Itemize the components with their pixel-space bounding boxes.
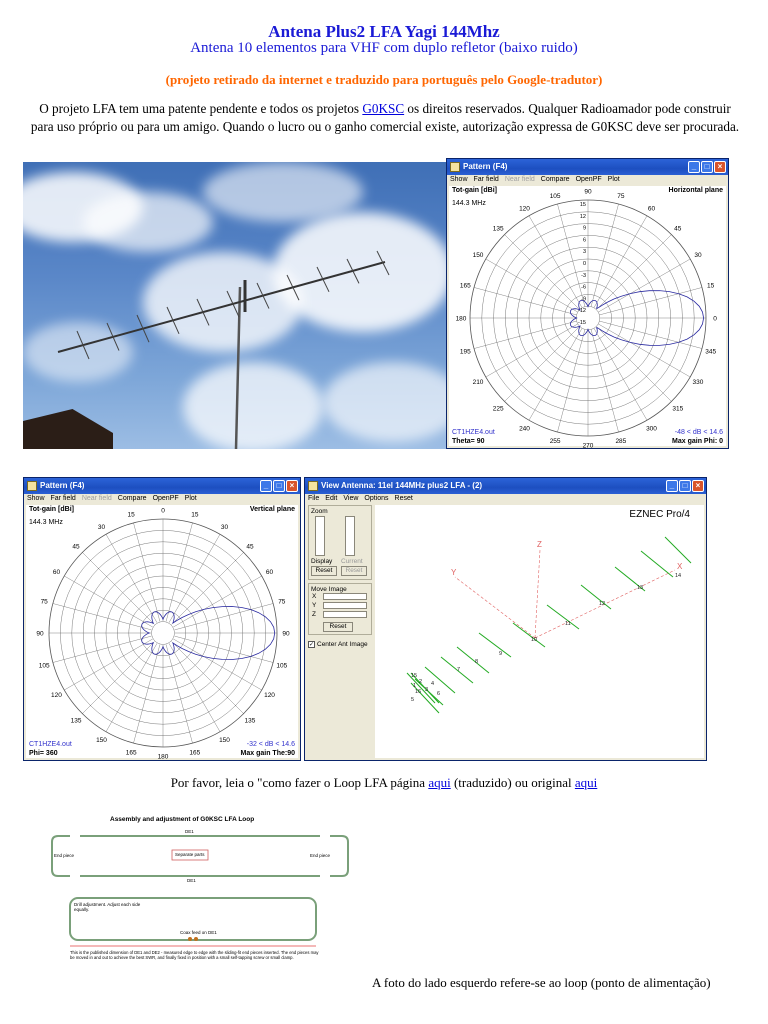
angle-tick-label: 300	[646, 425, 657, 433]
diagram-adjust-note: Drill adjustment. Adjust each side equally.	[74, 902, 141, 912]
element-number: 2	[419, 679, 423, 685]
app-icon	[27, 481, 37, 491]
angle-tick-label: 165	[189, 749, 201, 757]
element-number: 14	[675, 573, 682, 579]
grid-spoke	[591, 204, 618, 306]
antenna-element	[197, 299, 209, 325]
page-subtitle: Antena 10 elementos para VHF com duplo refletor (baixo ruido)	[190, 40, 578, 56]
app-icon	[308, 481, 318, 491]
center-ant-label: Center Ant Image	[317, 641, 368, 648]
polar-grid	[449, 186, 728, 450]
grid-spoke	[175, 636, 274, 662]
angle-tick-label: 15	[707, 282, 715, 290]
menu-view[interactable]: View	[343, 495, 359, 502]
window-title: Pattern (F4)	[40, 481, 85, 490]
grid-spoke	[591, 330, 618, 432]
close-icon[interactable]: ×	[286, 480, 298, 492]
angle-tick-label: 75	[40, 598, 48, 606]
diagram-separate-parts: Separate parts	[175, 852, 205, 857]
ring-label: 9	[582, 225, 586, 232]
menu-options[interactable]: Options	[364, 495, 389, 502]
antenna-element	[641, 551, 673, 577]
axis-label: Y	[451, 568, 457, 577]
element-number: 12	[599, 601, 606, 607]
maximize-icon[interactable]: □	[679, 480, 691, 492]
grid-spoke	[171, 641, 243, 713]
move-x-scroll[interactable]	[323, 593, 367, 600]
move-y-label: Y	[312, 602, 317, 609]
grid-spoke	[596, 326, 671, 401]
grid-spoke	[474, 321, 576, 348]
grid-spoke	[505, 235, 580, 310]
ring-label: -9	[581, 296, 586, 303]
angle-tick-label: 30	[220, 523, 229, 531]
diagram-end-left: End piece	[54, 853, 75, 858]
ring-label: -3	[581, 272, 586, 279]
angle-tick-label: 345	[705, 348, 717, 356]
zoom-group	[308, 505, 372, 580]
ring-label: 15	[579, 202, 586, 208]
polar-plot-vertical	[26, 505, 298, 761]
grid-spoke	[53, 636, 152, 662]
display-label: Display	[311, 558, 333, 565]
angle-tick-label: 240	[519, 425, 530, 433]
angle-tick-label: 120	[519, 205, 530, 213]
grid-spoke	[82, 552, 154, 624]
ring-label: 6	[582, 237, 586, 244]
zoom-reset-button[interactable]: Reset	[311, 566, 337, 576]
menu-near-field[interactable]: Near field	[81, 495, 112, 502]
angle-label: Theta= 90	[452, 438, 485, 445]
current-slider[interactable]	[345, 516, 355, 556]
ring-label: -6	[581, 284, 586, 291]
element-number: 3	[425, 687, 429, 693]
loop-assembly-diagram	[40, 806, 360, 976]
minimize-icon[interactable]: _	[260, 480, 272, 492]
window-title: View Antenna: 11el 144MHz plus2 LFA - (2)	[321, 481, 483, 490]
grid-spoke	[133, 645, 159, 744]
view-titlebar[interactable]	[305, 478, 706, 494]
antenna-element	[665, 537, 691, 563]
angle-tick-label: 135	[492, 225, 504, 233]
move-image-label: Move Image	[311, 586, 347, 593]
grid-spoke	[474, 287, 576, 314]
angle-tick-label: 45	[246, 543, 254, 551]
pattern-titlebar[interactable]	[447, 159, 728, 175]
menu-near-field[interactable]: Near field	[504, 176, 535, 183]
menu-reset[interactable]: Reset	[394, 495, 413, 502]
element-number: 10	[531, 637, 538, 643]
angle-tick-label: 60	[647, 205, 656, 213]
angle-tick-label: 30	[97, 523, 106, 531]
grid-spoke	[505, 326, 580, 401]
menu-bar	[447, 175, 728, 185]
view-controls	[308, 505, 372, 755]
move-z-label: Z	[312, 611, 316, 618]
angle-tick-label: 90	[282, 630, 290, 638]
angle-tick-label: 255	[549, 438, 561, 446]
file-label: CT1HZE4.out	[452, 429, 495, 436]
current-reset-button[interactable]: Reset	[341, 566, 367, 576]
axis-label: Z	[537, 540, 542, 549]
angle-label: Phi= 360	[29, 750, 58, 757]
app-icon	[450, 162, 460, 172]
menu-far-field[interactable]: Far field	[50, 495, 76, 502]
diagram-de1-bottom: DE1	[187, 878, 196, 883]
grid-spoke	[166, 645, 192, 744]
grid-spoke	[133, 523, 159, 622]
element-number: 16	[415, 689, 422, 695]
angle-tick-label: 195	[459, 348, 471, 356]
angle-tick-label: 30	[694, 252, 702, 259]
grid-spoke	[53, 603, 152, 629]
pattern-window-vertical[interactable]	[23, 477, 301, 761]
move-x-label: X	[312, 593, 317, 600]
diagram-bottom-note: This is the published dimension of DE1 and DE2 - measured edge to edge with the sliding-fit end pieces inserted. The end pieces may be moved in and out to achieve the best SWR, and finally fixed in position with a small self-tapping screw or small clamp.	[70, 950, 319, 960]
minimize-icon[interactable]: _	[666, 480, 678, 492]
angle-tick-label: 270	[582, 442, 594, 450]
current-label: Current	[341, 558, 363, 565]
menu-openpf[interactable]: OpenPF	[152, 495, 179, 502]
angle-tick-label: 165	[125, 749, 137, 757]
angle-tick-label: 120	[264, 692, 275, 699]
element-number: 4	[431, 681, 435, 687]
menu-plot[interactable]: Plot	[184, 495, 197, 502]
element-number: 1	[413, 683, 417, 689]
antenna-element	[107, 323, 119, 351]
grid-spoke	[600, 321, 702, 348]
angle-tick-label: 150	[219, 737, 230, 745]
eznec-brand: EZNEC Pro/4	[629, 509, 690, 520]
angle-tick-label: 330	[692, 379, 704, 386]
antenna-view-canvas[interactable]	[375, 505, 704, 758]
menu-bar	[305, 494, 706, 504]
antenna-element	[137, 315, 149, 342]
angle-tick-label: 45	[72, 543, 80, 551]
element-number: 8	[475, 659, 479, 665]
move-y-scroll[interactable]	[323, 602, 367, 609]
angle-tick-label: 210	[472, 379, 484, 386]
element-number: 11	[565, 621, 571, 627]
yagi-antenna-drawing	[23, 162, 446, 449]
diagram-feed-label: Coax feed on DE1	[180, 930, 217, 935]
menu-plot[interactable]: Plot	[607, 176, 620, 183]
angle-tick-label: 180	[157, 753, 169, 761]
grid-ring	[152, 622, 175, 645]
antenna-element	[581, 585, 611, 609]
center-checkbox[interactable]: ✓	[309, 642, 315, 648]
intro-paragraph	[30, 100, 740, 136]
angle-tick-label: 90	[584, 188, 592, 196]
angle-tick-label: 315	[672, 405, 684, 413]
angle-tick-label: 285	[615, 438, 627, 446]
angle-tick-label: 60	[52, 569, 61, 576]
angle-tick-label: 105	[38, 662, 50, 670]
grid-spoke	[596, 235, 671, 310]
grid-spoke	[171, 552, 243, 624]
translated-link[interactable]: aqui	[428, 775, 451, 790]
angle-tick-label: 15	[127, 511, 135, 519]
window-title: Pattern (F4)	[463, 162, 508, 171]
move-z-scroll[interactable]	[323, 611, 367, 618]
angle-tick-label: 150	[472, 252, 484, 259]
angle-tick-label: 0	[161, 507, 165, 515]
element-number: 13	[637, 585, 644, 591]
loop-links-line	[0, 775, 768, 791]
translation-note: (projeto retirado da internet e traduzido para português pelo Google-tradutor)	[165, 72, 603, 87]
diagram-title: Assembly and adjustment of G0KSC LFA Loop	[110, 816, 255, 823]
grid-spoke	[557, 330, 584, 432]
frequency-label: 144.3 MHz	[452, 200, 486, 207]
ring-label: -12	[578, 308, 586, 315]
loop-text: Por favor, leia o "como fazer o Loop LFA página	[170, 775, 429, 790]
angle-tick-label: 75	[278, 598, 286, 606]
element-number: 5	[411, 697, 415, 703]
zoom-label: Zoom	[311, 508, 328, 515]
angle-tick-label: 105	[549, 192, 561, 200]
element-number: 6	[437, 691, 441, 697]
grid-spoke	[166, 523, 192, 622]
photo-caption: A foto do lado esquerdo refere-se ao loop (ponto de alimentação)	[372, 975, 711, 990]
intro-text-end: os direitos reservados. Qualquer Radioamador pode construir para uso próprio ou para um amigo. Quando o lucro ou o ganho comercial existe, autorização expressa de G0KSC deve ser procurada.	[30, 101, 740, 134]
grid-spoke	[600, 287, 702, 314]
view-antenna-window[interactable]	[304, 477, 707, 761]
menu-show[interactable]: Show	[27, 495, 45, 502]
diagram-de1-top: DE1	[185, 829, 194, 834]
close-icon[interactable]: ×	[714, 161, 726, 173]
pattern-titlebar[interactable]	[24, 478, 300, 494]
db-range-label: -48 < dB < 14.6	[674, 429, 723, 436]
tot-gain-label: Tot-gain [dBi]	[452, 187, 497, 194]
ring-label: -15	[578, 320, 586, 326]
angle-tick-label: 150	[96, 737, 107, 745]
intro-text-start: O projeto LFA tem uma patente pendente e todos os projetos	[39, 101, 363, 116]
diagram-end-right: End piece	[310, 853, 331, 858]
angle-tick-label: 60	[265, 569, 274, 576]
antenna-photo	[23, 162, 446, 449]
angle-tick-label: 165	[459, 282, 471, 290]
maximize-icon[interactable]: □	[701, 161, 713, 173]
zoom-slider[interactable]	[315, 516, 325, 556]
angle-tick-label: 225	[492, 405, 504, 413]
loop-text-middle: (traduzido) ou original	[450, 775, 575, 790]
polar-grid	[26, 505, 300, 761]
antenna-element	[457, 647, 489, 673]
db-range-label: -32 < dB < 14.6	[246, 741, 295, 748]
g0ksc-link[interactable]: G0KSC	[362, 101, 405, 116]
antenna-element	[547, 605, 579, 629]
minimize-icon[interactable]: _	[688, 161, 700, 173]
angle-tick-label: 135	[244, 717, 256, 725]
plane-label: Vertical plane	[249, 506, 295, 513]
menu-openpf[interactable]: OpenPF	[575, 176, 602, 183]
close-icon[interactable]: ×	[692, 480, 704, 492]
plane-label: Horizontal plane	[668, 187, 723, 194]
menu-compare[interactable]: Compare	[540, 176, 570, 183]
angle-tick-label: 45	[674, 225, 682, 233]
angle-tick-label: 0	[713, 315, 717, 323]
page-title: Antena Plus2 LFA Yagi 144Mhz	[268, 22, 500, 41]
menu-show[interactable]: Show	[450, 176, 468, 183]
menu-compare[interactable]: Compare	[117, 495, 147, 502]
ring-label: 3	[582, 249, 586, 256]
menu-edit[interactable]: Edit	[325, 495, 338, 502]
angle-tick-label: 90	[36, 630, 44, 638]
center-ant-row[interactable]	[308, 641, 372, 648]
angle-tick-label: 105	[276, 662, 288, 670]
antenna-element	[167, 307, 179, 334]
max-gain-label: Max gain Phi: 0	[672, 438, 723, 445]
max-gain-label: Max gain The:90	[240, 750, 295, 757]
antenna-3d-drawing	[375, 505, 706, 758]
antenna-element	[425, 667, 455, 693]
angle-tick-label: 135	[70, 717, 82, 725]
element-number: 15	[411, 673, 418, 679]
original-link[interactable]: aqui	[574, 775, 598, 790]
angle-tick-label: 75	[617, 192, 625, 200]
frequency-label: 144.3 MHz	[29, 519, 63, 526]
ring-label: 0	[582, 261, 586, 267]
element-number: 7	[457, 667, 461, 673]
polar-plot-horizontal	[449, 186, 726, 450]
element-number: 9	[499, 651, 503, 657]
move-reset-button[interactable]: Reset	[323, 622, 353, 632]
antenna-element	[479, 633, 511, 657]
angle-tick-label: 120	[51, 692, 62, 699]
file-label: CT1HZE4.out	[29, 741, 72, 748]
move-image-group	[308, 583, 372, 635]
antenna-element	[513, 623, 545, 647]
maximize-icon[interactable]: □	[273, 480, 285, 492]
menu-file[interactable]: File	[308, 495, 320, 502]
angle-tick-label: 15	[191, 511, 199, 519]
angle-tick-label: 180	[455, 315, 467, 323]
axis-label: X	[677, 562, 683, 571]
ring-label: 12	[579, 213, 586, 220]
pattern-window-horizontal[interactable]	[446, 158, 729, 449]
menu-far-field[interactable]: Far field	[473, 176, 499, 183]
grid-spoke	[82, 641, 154, 713]
tot-gain-label: Tot-gain [dBi]	[29, 506, 74, 513]
grid-spoke	[175, 603, 274, 629]
menu-bar	[24, 494, 300, 504]
